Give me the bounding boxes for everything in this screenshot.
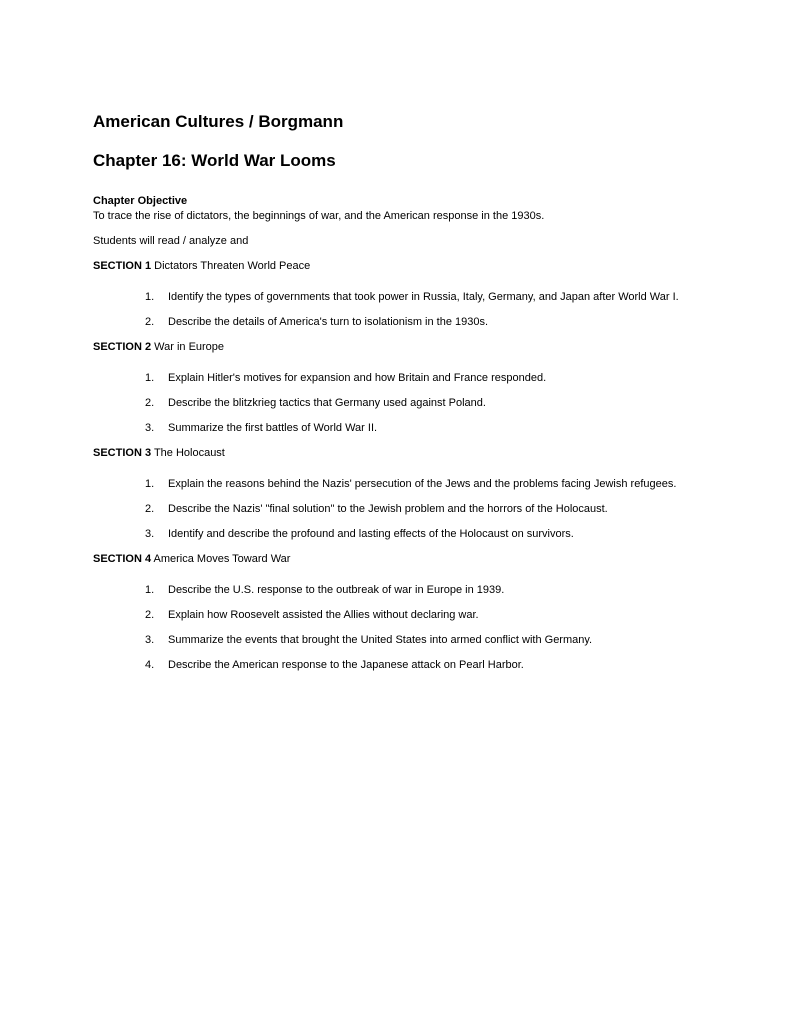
section-heading <box>93 259 693 274</box>
list-item <box>93 371 688 386</box>
section-heading <box>93 552 693 567</box>
course-title: American Cultures / Borgmann <box>93 112 344 131</box>
section-3 <box>93 446 693 542</box>
list-item <box>93 658 688 673</box>
section-1 <box>93 259 693 330</box>
list-item-text: Explain Hitler's motives for expansion and how Britain and France responded. <box>168 372 547 384</box>
objective-list <box>93 583 693 673</box>
section-label: SECTION 2 <box>93 341 152 353</box>
list-item-number: 1. <box>145 372 155 384</box>
section-label: SECTION 4 <box>93 553 152 565</box>
list-item-number: 2. <box>145 316 155 328</box>
list-item-number: 2. <box>145 503 155 515</box>
objective-heading: Chapter Objective <box>93 195 188 207</box>
list-item <box>93 290 688 305</box>
objective-list <box>93 477 693 542</box>
list-item-text: Summarize the first battles of World War II. <box>168 422 378 434</box>
section-title: War in Europe <box>154 341 225 353</box>
list-item-number: 2. <box>145 397 155 409</box>
list-item <box>93 396 688 411</box>
list-item-text: Describe the Nazis' "final solution" to the Jewish problem and the horrors of the Holocaust. <box>168 503 608 515</box>
section-label: SECTION 3 <box>93 447 152 459</box>
section-2 <box>93 340 693 436</box>
objective-text: To trace the rise of dictators, the beginnings of war, and the American response in the 1930s. <box>93 210 545 222</box>
list-item <box>93 527 688 542</box>
list-item-text: Explain the reasons behind the Nazis' persecution of the Jews and the problems facing Jewish refugees. <box>168 478 677 490</box>
list-item-number: 2. <box>145 609 155 621</box>
chapter-title: Chapter 16: World War Looms <box>93 151 336 170</box>
list-item-text: Explain how Roosevelt assisted the Allies without declaring war. <box>168 609 479 621</box>
list-item-number: 1. <box>145 584 155 596</box>
list-item-text: Describe the details of America's turn to isolationism in the 1930s. <box>168 316 489 328</box>
list-item-text: Describe the U.S. response to the outbreak of war in Europe in 1939. <box>168 584 505 596</box>
list-item-number: 1. <box>145 478 155 490</box>
document-body <box>93 194 693 683</box>
list-item-number: 4. <box>145 659 155 671</box>
sections-container <box>93 259 693 673</box>
list-item <box>93 608 688 623</box>
list-item <box>93 315 688 330</box>
list-item <box>93 421 688 436</box>
section-title: America Moves Toward War <box>153 553 291 565</box>
intro-text: Students will read / analyze and <box>93 235 249 247</box>
list-item-number: 1. <box>145 291 155 303</box>
list-item-text: Describe the blitzkrieg tactics that Germany used against Poland. <box>168 397 486 409</box>
objective-list <box>93 371 693 436</box>
section-heading <box>93 340 693 355</box>
list-item-text: Summarize the events that brought the United States into armed conflict with Germany. <box>168 634 593 646</box>
list-item-number: 3. <box>145 528 155 540</box>
section-label: SECTION 1 <box>93 260 152 272</box>
list-item-text: Identify and describe the profound and lasting effects of the Holocaust on survivors. <box>168 528 574 540</box>
section-title: Dictators Threaten World Peace <box>154 260 311 272</box>
section-4 <box>93 552 693 673</box>
list-item <box>93 477 688 492</box>
list-item <box>93 633 688 648</box>
list-item <box>93 502 688 517</box>
section-title: The Holocaust <box>153 447 225 459</box>
section-heading <box>93 446 693 461</box>
list-item-text: Describe the American response to the Japanese attack on Pearl Harbor. <box>168 659 524 671</box>
list-item-text: Identify the types of governments that took power in Russia, Italy, Germany, and Japan after World War I. <box>168 291 679 303</box>
objective-list <box>93 290 693 330</box>
list-item-number: 3. <box>145 634 155 646</box>
list-item-number: 3. <box>145 422 155 434</box>
list-item <box>93 583 688 598</box>
